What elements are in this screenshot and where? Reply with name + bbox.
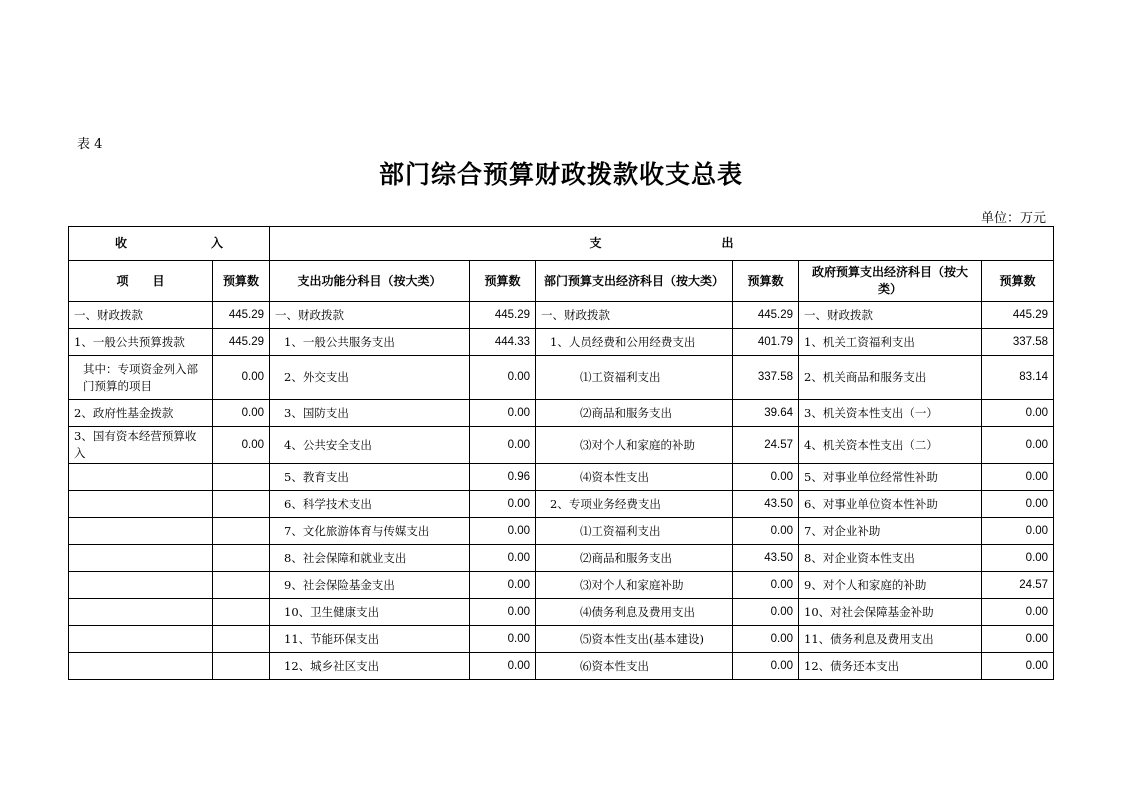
gov-value-cell: 24.57 [982,572,1054,599]
dept-value-cell: 0.00 [733,518,799,545]
table-row [69,400,1054,427]
gov-value-cell: 0.00 [982,599,1054,626]
gov-econ-cell: 5、对事业单位经常性补助 [799,464,982,491]
income-value-cell: 0.00 [213,400,270,427]
func-class-cell: 10、卫生健康支出 [270,599,470,626]
func-class-cell: 5、教育支出 [270,464,470,491]
dept-econ-cell: ⑶对个人和家庭的补助 [536,427,733,464]
func-class-cell: 6、科学技术支出 [270,491,470,518]
col-header-budget-income: 预算数 [213,261,270,302]
income-cell: 3、国有资本经营预算收入 [69,427,213,464]
func-class-cell: 3、国防支出 [270,400,470,427]
func-value-cell: 0.00 [470,491,536,518]
income-cell: 其中：专项资金列入部门预算的项目 [69,356,213,400]
dept-econ-cell: ⑷资本性支出 [536,464,733,491]
func-class-cell: 1、一般公共服务支出 [270,329,470,356]
income-cell: 一、财政拨款 [69,302,213,329]
gov-econ-cell: 10、对社会保障基金补助 [799,599,982,626]
income-cell: 2、政府性基金拨款 [69,400,213,427]
gov-econ-cell: 12、债务还本支出 [799,653,982,680]
dept-econ-cell: ⑷债务利息及费用支出 [536,599,733,626]
income-cell [69,599,213,626]
gov-econ-cell: 9、对个人和家庭的补助 [799,572,982,599]
func-value-cell: 0.00 [470,653,536,680]
dept-value-cell: 43.50 [733,491,799,518]
gov-econ-cell: 1、机关工资福利支出 [799,329,982,356]
income-cell [69,491,213,518]
gov-value-cell: 0.00 [982,653,1054,680]
func-value-cell: 0.00 [470,427,536,464]
income-value-cell [213,491,270,518]
table-row [69,545,1054,572]
income-value-cell: 0.00 [213,356,270,400]
table-row [69,491,1054,518]
dept-econ-cell: ⑴工资福利支出 [536,356,733,400]
table-row [69,599,1054,626]
func-value-cell: 0.00 [470,572,536,599]
table-row [69,464,1054,491]
dept-value-cell: 401.79 [733,329,799,356]
table-row [69,356,1054,400]
income-value-cell [213,572,270,599]
func-value-cell: 0.00 [470,518,536,545]
income-cell [69,464,213,491]
table-row [69,302,1054,329]
col-header-dept-econ: 部门预算支出经济科目（按大类） [536,261,733,302]
dept-value-cell: 24.57 [733,427,799,464]
dept-econ-cell: 2、专项业务经费支出 [536,491,733,518]
income-header: 收 入 [69,227,270,261]
gov-value-cell: 0.00 [982,400,1054,427]
dept-value-cell: 337.58 [733,356,799,400]
dept-econ-cell: 1、人员经费和公用经费支出 [536,329,733,356]
income-value-cell [213,464,270,491]
income-cell [69,545,213,572]
gov-value-cell: 445.29 [982,302,1054,329]
func-value-cell: 0.00 [470,626,536,653]
dept-value-cell: 0.00 [733,572,799,599]
gov-econ-cell: 2、机关商品和服务支出 [799,356,982,400]
table-column-header-row [69,261,1054,302]
income-cell [69,626,213,653]
func-class-cell: 2、外交支出 [270,356,470,400]
table-row [69,572,1054,599]
dept-value-cell: 0.00 [733,626,799,653]
table-row [69,626,1054,653]
gov-econ-cell: 一、财政拨款 [799,302,982,329]
func-value-cell: 0.00 [470,400,536,427]
gov-econ-cell: 3、机关资本性支出（一） [799,400,982,427]
unit-label: 单位：万元 [980,211,1046,226]
income-value-cell [213,545,270,572]
func-class-cell: 7、文化旅游体育与传媒支出 [270,518,470,545]
dept-value-cell: 0.00 [733,464,799,491]
table-label: 表 4 [77,137,103,152]
income-value-cell: 445.29 [213,302,270,329]
gov-econ-cell: 8、对企业资本性支出 [799,545,982,572]
income-value-cell [213,653,270,680]
gov-value-cell: 337.58 [982,329,1054,356]
gov-value-cell: 83.14 [982,356,1054,400]
col-header-budget-gov: 预算数 [982,261,1054,302]
func-value-cell: 0.00 [470,545,536,572]
income-cell [69,518,213,545]
table-row [69,427,1054,464]
gov-econ-cell: 7、对企业补助 [799,518,982,545]
col-header-gov-econ: 政府预算支出经济科目（按大类） [799,261,982,302]
gov-econ-cell: 6、对事业单位资本性补助 [799,491,982,518]
col-header-func-class: 支出功能分科目（按大类） [270,261,470,302]
table-row [69,653,1054,680]
func-class-cell: 12、城乡社区支出 [270,653,470,680]
income-cell [69,572,213,599]
expense-header: 支 出 [270,227,1054,261]
table-top-header-row [69,227,1054,261]
dept-econ-cell: ⑸资本性支出(基本建设) [536,626,733,653]
col-header-budget-dept: 预算数 [733,261,799,302]
gov-value-cell: 0.00 [982,464,1054,491]
income-value-cell [213,599,270,626]
page-title: 部门综合预算财政拨款收支总表 [378,160,743,189]
dept-value-cell: 0.00 [733,653,799,680]
func-class-cell: 11、节能环保支出 [270,626,470,653]
dept-econ-cell: 一、财政拨款 [536,302,733,329]
func-value-cell: 0.96 [470,464,536,491]
income-value-cell: 445.29 [213,329,270,356]
func-class-cell: 4、公共安全支出 [270,427,470,464]
dept-econ-cell: ⑹资本性支出 [536,653,733,680]
gov-value-cell: 0.00 [982,518,1054,545]
income-cell [69,653,213,680]
col-header-budget-func: 预算数 [470,261,536,302]
income-value-cell [213,626,270,653]
dept-value-cell: 0.00 [733,599,799,626]
income-cell: 1、一般公共预算拨款 [69,329,213,356]
dept-econ-cell: ⑶对个人和家庭补助 [536,572,733,599]
table-row [69,518,1054,545]
budget-summary-table [68,226,1054,680]
gov-value-cell: 0.00 [982,626,1054,653]
income-value-cell: 0.00 [213,427,270,464]
func-class-cell: 8、社会保障和就业支出 [270,545,470,572]
func-value-cell: 444.33 [470,329,536,356]
dept-econ-cell: ⑴工资福利支出 [536,518,733,545]
func-class-cell: 一、财政拨款 [270,302,470,329]
col-header-item: 项 目 [69,261,213,302]
func-class-cell: 9、社会保险基金支出 [270,572,470,599]
gov-econ-cell: 4、机关资本性支出（二） [799,427,982,464]
dept-value-cell: 43.50 [733,545,799,572]
income-value-cell [213,518,270,545]
func-value-cell: 0.00 [470,599,536,626]
table-row [69,329,1054,356]
gov-value-cell: 0.00 [982,545,1054,572]
func-value-cell: 445.29 [470,302,536,329]
func-value-cell: 0.00 [470,356,536,400]
dept-value-cell: 39.64 [733,400,799,427]
gov-value-cell: 0.00 [982,491,1054,518]
gov-econ-cell: 11、债务利息及费用支出 [799,626,982,653]
dept-value-cell: 445.29 [733,302,799,329]
dept-econ-cell: ⑵商品和服务支出 [536,400,733,427]
dept-econ-cell: ⑵商品和服务支出 [536,545,733,572]
gov-value-cell: 0.00 [982,427,1054,464]
